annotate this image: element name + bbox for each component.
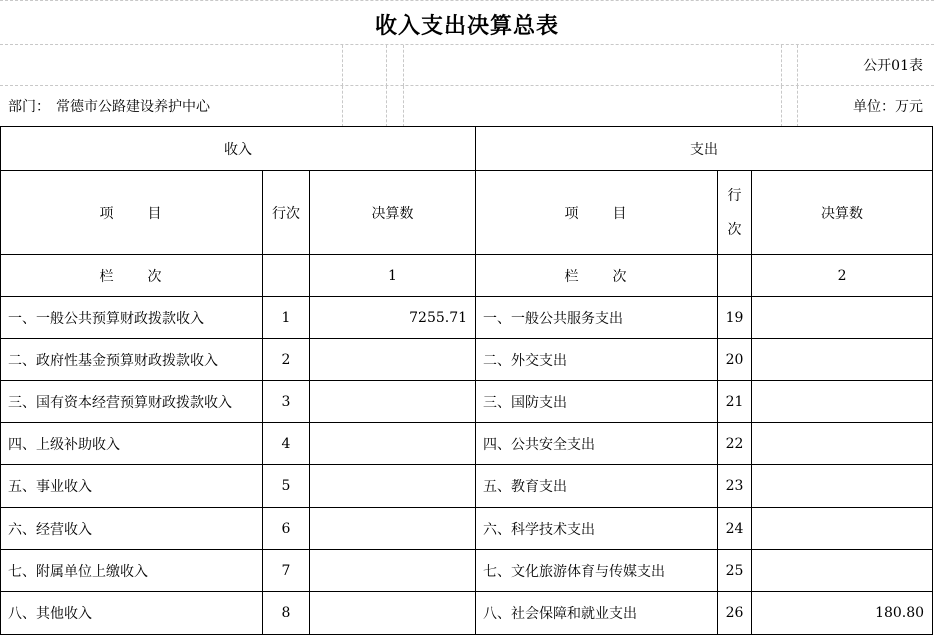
department-band: [0, 86, 934, 127]
income-item: 八、其他收入: [1, 592, 263, 635]
expense-row-no: 22: [718, 423, 752, 465]
expense-item: 一、一般公共服务支出: [476, 297, 718, 339]
expense-item: 六、科学技术支出: [476, 508, 718, 550]
expense-row-no: 25: [718, 550, 752, 592]
section-header-row: [1, 127, 933, 171]
row-no-header-bottom: 次: [727, 221, 742, 238]
grid-divider: [781, 86, 782, 127]
expense-row-no: 24: [718, 508, 752, 550]
expense-amount: [752, 423, 933, 465]
income-item: 六、经营收入: [1, 508, 263, 550]
income-item: 二、政府性基金预算财政拨款收入: [1, 339, 263, 381]
income-row-no: 5: [263, 465, 310, 508]
expense-amount: [752, 381, 933, 423]
table-row: [1, 465, 933, 508]
expense-amount: 180.80: [752, 592, 933, 635]
expense-item: 七、文化旅游体育与传媒支出: [476, 550, 718, 592]
income-amount: [310, 508, 476, 550]
income-row-no: 2: [263, 339, 310, 381]
column-number-row: [1, 255, 933, 297]
grid-divider: [797, 86, 798, 127]
expense-row-no: 26: [718, 592, 752, 635]
grid-divider: [342, 86, 343, 127]
report-title: 收入支出决算总表: [374, 13, 559, 39]
expense-row-no: 19: [718, 297, 752, 339]
income-row-no: 1: [263, 297, 310, 339]
income-lanci-blank: [263, 255, 310, 297]
grid-divider: [386, 86, 387, 127]
unit-label: 单位：万元: [853, 99, 923, 115]
income-amount: 7255.71: [310, 297, 476, 339]
income-row-no: 8: [263, 592, 310, 635]
table-row: [1, 508, 933, 550]
expense-item: 四、公共安全支出: [476, 423, 718, 465]
table-row: [1, 423, 933, 465]
income-amount: [310, 465, 476, 508]
expense-column-number: 2: [752, 255, 933, 297]
income-lanci-label: 栏 次: [1, 255, 263, 297]
expense-item: 三、国防支出: [476, 381, 718, 423]
department-label: 部门：: [8, 99, 50, 115]
column-header-row: [1, 171, 933, 255]
income-row-no: 3: [263, 381, 310, 423]
grid-divider: [342, 45, 343, 86]
expense-item-header: 项 目: [476, 171, 718, 255]
title-band: [0, 0, 934, 45]
income-item: 七、附属单位上缴收入: [1, 550, 263, 592]
expense-amount: [752, 297, 933, 339]
expense-amount: [752, 550, 933, 592]
grid-divider: [386, 45, 387, 86]
table-row: [1, 339, 933, 381]
income-item: 三、国有资本经营预算财政拨款收入: [1, 381, 263, 423]
expense-item: 八、社会保障和就业支出: [476, 592, 718, 635]
income-column-number: 1: [310, 255, 476, 297]
income-row-no: 6: [263, 508, 310, 550]
expense-amount-header: 决算数: [752, 171, 933, 255]
expense-row-no: 20: [718, 339, 752, 381]
grid-divider: [797, 45, 798, 86]
income-item: 五、事业收入: [1, 465, 263, 508]
expense-header: 支出: [476, 127, 933, 171]
income-item: 四、上级补助收入: [1, 423, 263, 465]
grid-divider: [781, 45, 782, 86]
expense-amount: [752, 465, 933, 508]
department-info: [8, 96, 210, 116]
table-row: [1, 381, 933, 423]
income-header: 收入: [1, 127, 476, 171]
expense-amount: [752, 508, 933, 550]
income-amount: [310, 550, 476, 592]
income-amount: [310, 381, 476, 423]
table-row: [1, 297, 933, 339]
expense-row-no: 21: [718, 381, 752, 423]
form-code: 公开01表: [863, 58, 923, 74]
grid-divider: [403, 45, 404, 86]
expense-item: 二、外交支出: [476, 339, 718, 381]
income-row-no: 4: [263, 423, 310, 465]
expense-amount: [752, 339, 933, 381]
expense-lanci-label: 栏 次: [476, 255, 718, 297]
income-row-no-header: 行次: [263, 171, 310, 255]
expense-row-no-header: [718, 171, 752, 255]
expense-row-no: 23: [718, 465, 752, 508]
department-name: 常德市公路建设养护中心: [56, 99, 210, 115]
income-amount: [310, 423, 476, 465]
income-item-header: 项 目: [1, 171, 263, 255]
income-amount: [310, 592, 476, 635]
income-amount: [310, 339, 476, 381]
row-no-header-top: 行: [727, 187, 742, 204]
income-item: 一、一般公共预算财政拨款收入: [1, 297, 263, 339]
income-row-no: 7: [263, 550, 310, 592]
table-row: [1, 592, 933, 635]
grid-divider: [403, 86, 404, 127]
expense-item: 五、教育支出: [476, 465, 718, 508]
income-amount-header: 决算数: [310, 171, 476, 255]
table-row: [1, 550, 933, 592]
expense-lanci-blank: [718, 255, 752, 297]
summary-table: [0, 126, 933, 635]
form-code-band: [0, 45, 934, 86]
